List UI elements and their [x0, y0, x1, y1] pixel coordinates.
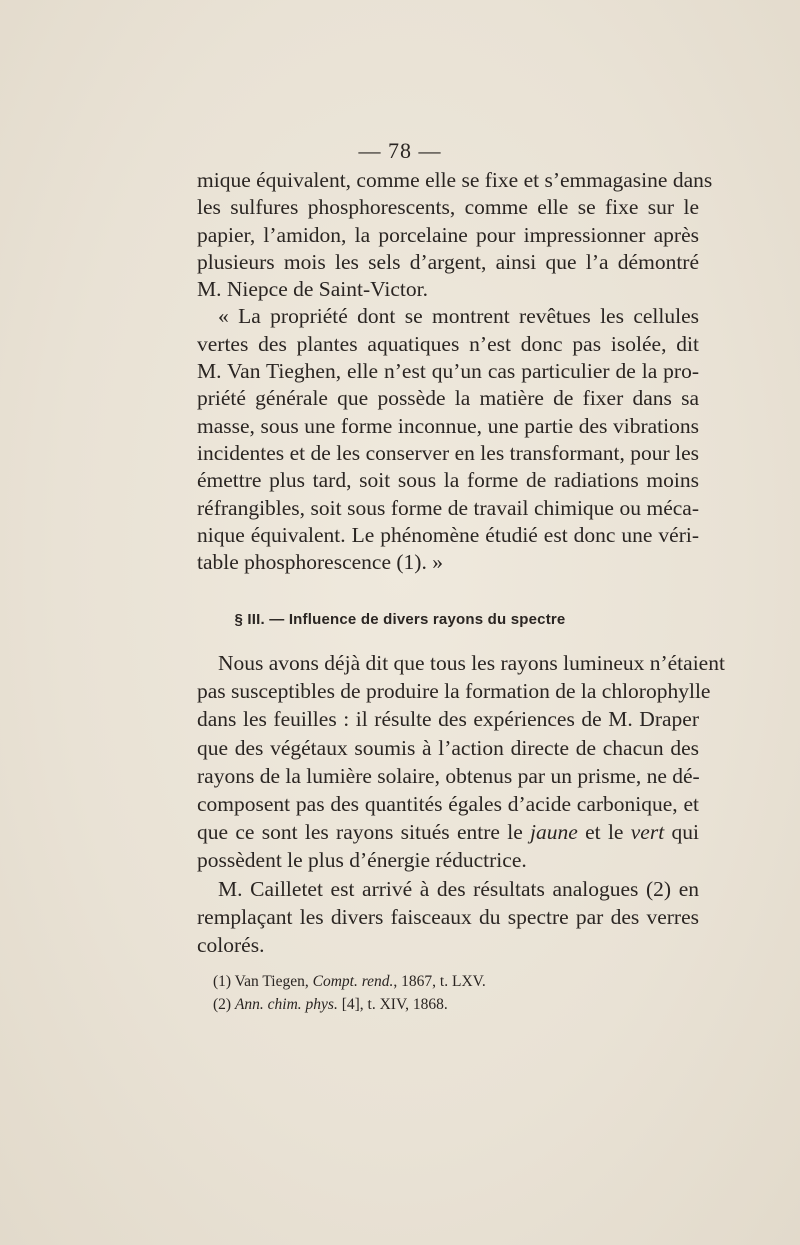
text-line: colorés. — [197, 932, 265, 957]
text-line: les sulfures phosphorescents, comme elle se fixe sur le — [197, 195, 699, 220]
main-text-top — [197, 167, 713, 576]
italic-word: vert — [630, 820, 665, 845]
text-line: que des végétaux soumis à l’action directe de chacun des — [197, 735, 699, 760]
text-line: M. Van Tieghen, elle n’est qu’un cas particulier de la pro- — [197, 359, 699, 384]
footnote-text: (1) Van Tiegen, — [213, 973, 313, 990]
text-line — [197, 818, 699, 846]
text-run: et le — [577, 820, 631, 845]
footnote-text: (2) — [213, 996, 235, 1013]
text-line: rayons de la lumière solaire, obtenus par un prisme, ne dé- — [197, 763, 700, 788]
text-line: M. Niepce de Saint-Victor. — [197, 277, 428, 302]
text-run: que ce sont les rayons situés entre le — [197, 820, 531, 845]
page-number: — 78 — — [358, 138, 442, 163]
footnote-text: [4], t. XIV, 1868. — [337, 996, 448, 1013]
footnote-italic: Ann. chim. phys. — [234, 996, 338, 1013]
text-line: plusieurs mois les sels d’argent, ainsi que l’a démontré — [197, 249, 699, 274]
footnote-italic: Compt. rend. — [312, 973, 394, 990]
text-line: nique équivalent. Le phénomène étudié est donc une véri- — [197, 522, 699, 547]
text-line: Nous avons déjà dit que tous les rayons lumineux n’étaient — [218, 651, 725, 675]
text-line: possèdent le plus d’énergie réductrice. — [197, 848, 527, 873]
text-line: émettre plus tard, soit sous la forme de radiations moins — [197, 468, 699, 493]
text-line: table phosphorescence (1). » — [197, 550, 443, 575]
footnotes — [213, 970, 486, 1016]
italic-word: jaune — [530, 820, 578, 845]
text-line: réfrangibles, soit sous forme de travail chimique ou méca- — [197, 495, 699, 520]
text-line: papier, l’amidon, la porcelaine pour impressionner après — [197, 222, 699, 247]
footnote-2 — [213, 993, 486, 1016]
text-line: pas susceptibles de produire la formation de la chlorophylle — [197, 679, 711, 704]
text-line: incidentes et de les conserver en les transformant, pour les — [197, 440, 699, 465]
text-line: remplaçant les divers faisceaux du spectre par des verres — [197, 904, 699, 929]
text-line: composent pas des quantités égales d’acide carbonique, et — [197, 791, 699, 816]
main-text-bottom — [197, 649, 725, 959]
section-heading: § III. — Influence de divers rayons du spectre — [234, 611, 566, 628]
text-line: « La propriété dont se montrent revêtues les cellules — [218, 304, 699, 329]
text-run: qui — [664, 820, 699, 845]
footnote-text: , 1867, t. LXV. — [393, 973, 486, 990]
text-line: dans les feuilles : il résulte des expériences de M. Draper — [197, 707, 699, 732]
text-line: vertes des plantes aquatiques n’est donc pas isolée, dit — [197, 331, 699, 356]
text-line: priété générale que possède la matière de fixer dans sa — [197, 386, 699, 411]
footnote-1 — [213, 970, 486, 993]
text-line: mique équivalent, comme elle se fixe et s’emmagasine dans — [197, 168, 713, 192]
text-line: M. Cailletet est arrivé à des résultats analogues (2) en — [218, 876, 699, 901]
text-line: masse, sous une forme inconnue, une partie des vibrations — [197, 413, 699, 438]
